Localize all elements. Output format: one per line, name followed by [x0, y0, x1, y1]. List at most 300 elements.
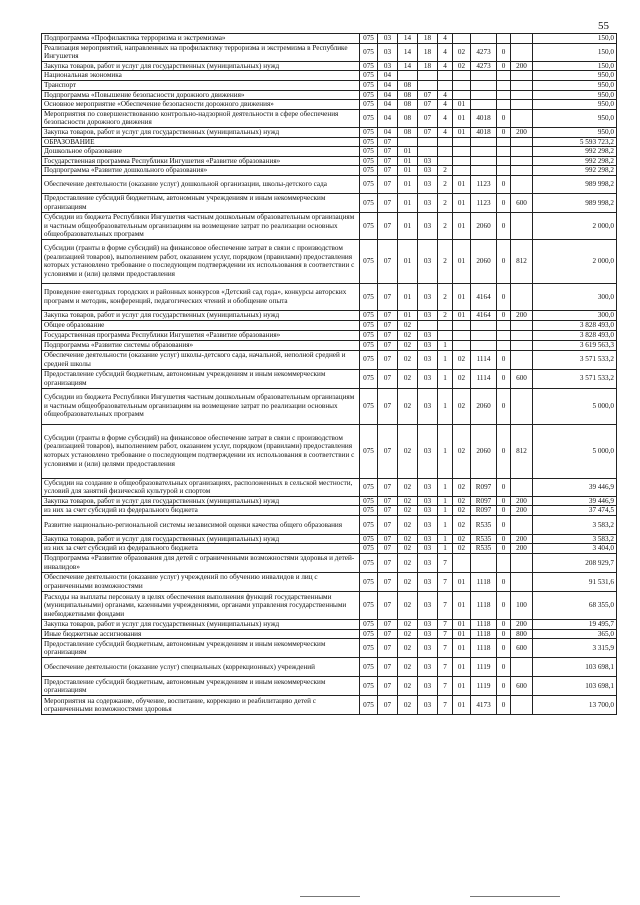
code-cell: 07	[378, 330, 398, 340]
code-cell: 01	[398, 147, 418, 157]
amount-cell: 19 495,7	[533, 620, 617, 630]
code-cell: 075	[360, 544, 378, 554]
code-cell: 01	[453, 175, 471, 193]
code-cell: 03	[418, 340, 438, 350]
code-cell: 2	[438, 166, 453, 176]
code-cell	[438, 156, 453, 166]
code-cell: 1118	[471, 639, 497, 658]
amount-cell: 2 000,0	[533, 212, 617, 239]
table-row	[42, 388, 617, 424]
code-cell	[471, 340, 497, 350]
code-cell	[511, 573, 533, 592]
code-cell	[471, 71, 497, 81]
code-cell: 07	[378, 212, 398, 239]
code-cell	[511, 658, 533, 677]
code-cell	[511, 80, 533, 90]
code-cell: 02	[398, 554, 418, 573]
code-cell: 0	[497, 515, 511, 534]
code-cell: 0	[497, 478, 511, 496]
code-cell: 02	[398, 388, 418, 424]
amount-cell: 150,0	[533, 43, 617, 61]
code-cell: 812	[511, 424, 533, 478]
amount-cell: 39 446,9	[533, 478, 617, 496]
code-cell: 03	[378, 43, 398, 61]
code-cell: 1	[438, 340, 453, 350]
code-cell: 07	[378, 340, 398, 350]
code-cell: R535	[471, 515, 497, 534]
code-cell	[398, 137, 418, 147]
code-cell: R097	[471, 506, 497, 516]
code-cell: 1	[438, 369, 453, 388]
code-cell	[497, 554, 511, 573]
row-name: Иные бюджетные ассигнования	[42, 629, 360, 639]
row-name: Субсидии на создание в общеобразовательных организациях, расположенных в сельской местности, условий для занятий физической культурой и спортом	[42, 478, 360, 496]
code-cell: 600	[511, 193, 533, 212]
table-row	[42, 239, 617, 283]
code-cell	[511, 350, 533, 369]
code-cell: 7	[438, 573, 453, 592]
code-cell: 0	[497, 506, 511, 516]
code-cell: 02	[398, 478, 418, 496]
code-cell: 07	[378, 369, 398, 388]
code-cell: 03	[418, 239, 438, 283]
code-cell: 07	[378, 350, 398, 369]
code-cell: 02	[398, 658, 418, 677]
code-cell	[511, 43, 533, 61]
table-row	[42, 629, 617, 639]
code-cell: 02	[453, 61, 471, 71]
amount-cell: 3 571 533,2	[533, 350, 617, 369]
code-cell	[453, 71, 471, 81]
table-row	[42, 534, 617, 544]
code-cell: 075	[360, 496, 378, 506]
code-cell: 03	[418, 193, 438, 212]
code-cell	[511, 166, 533, 176]
code-cell	[511, 147, 533, 157]
code-cell	[497, 71, 511, 81]
code-cell: 07	[418, 100, 438, 110]
code-cell	[511, 109, 533, 127]
code-cell: 0	[497, 639, 511, 658]
code-cell: 02	[398, 534, 418, 544]
code-cell: 075	[360, 34, 378, 44]
code-cell: 04	[378, 80, 398, 90]
code-cell: 075	[360, 369, 378, 388]
code-cell	[497, 90, 511, 100]
code-cell	[471, 330, 497, 340]
code-cell	[453, 166, 471, 176]
code-cell: 07	[378, 320, 398, 330]
table-row	[42, 573, 617, 592]
code-cell: 07	[378, 573, 398, 592]
code-cell: 7	[438, 592, 453, 620]
code-cell: 02	[453, 496, 471, 506]
code-cell: 04	[378, 109, 398, 127]
code-cell: 075	[360, 193, 378, 212]
table-row	[42, 592, 617, 620]
row-name: Закупка товаров, работ и услуг для государственных (муниципальных) нужд	[42, 61, 360, 71]
amount-cell: 3 583,2	[533, 515, 617, 534]
code-cell: 03	[418, 592, 438, 620]
code-cell: R097	[471, 496, 497, 506]
code-cell: 100	[511, 592, 533, 620]
code-cell	[453, 330, 471, 340]
code-cell: 0	[497, 193, 511, 212]
scan-artifact-line	[300, 896, 360, 897]
table-row	[42, 310, 617, 320]
code-cell	[398, 71, 418, 81]
row-name: Подпрограмма «Развитие системы образования»	[42, 340, 360, 350]
code-cell: 01	[453, 193, 471, 212]
code-cell: 0	[497, 424, 511, 478]
code-cell: 1119	[471, 658, 497, 677]
scan-artifact-line	[470, 896, 560, 897]
code-cell	[438, 71, 453, 81]
code-cell: 2	[438, 212, 453, 239]
code-cell: 03	[418, 369, 438, 388]
code-cell	[511, 696, 533, 715]
code-cell: 2060	[471, 388, 497, 424]
code-cell: 7	[438, 658, 453, 677]
code-cell: 2	[438, 193, 453, 212]
code-cell: 07	[378, 620, 398, 630]
code-cell	[497, 137, 511, 147]
code-cell: 075	[360, 156, 378, 166]
code-cell: 02	[398, 677, 418, 696]
code-cell: 1	[438, 496, 453, 506]
code-cell: 07	[378, 137, 398, 147]
code-cell: 075	[360, 147, 378, 157]
code-cell: 01	[453, 239, 471, 283]
code-cell: 03	[378, 34, 398, 44]
code-cell: 0	[497, 239, 511, 283]
amount-cell: 989 998,2	[533, 193, 617, 212]
code-cell: 01	[398, 310, 418, 320]
code-cell: 075	[360, 71, 378, 81]
amount-cell: 365,0	[533, 629, 617, 639]
code-cell: 200	[511, 496, 533, 506]
code-cell: 07	[378, 658, 398, 677]
code-cell: 1	[438, 424, 453, 478]
code-cell: 02	[398, 573, 418, 592]
code-cell: 03	[418, 175, 438, 193]
table-row	[42, 80, 617, 90]
row-name: Предоставление субсидий бюджетным, автономным учреждениям и иным некоммерческим организациям	[42, 677, 360, 696]
row-name: Закупка товаров, работ и услуг для государственных (муниципальных) нужд	[42, 310, 360, 320]
code-cell: 02	[398, 620, 418, 630]
code-cell: 08	[398, 90, 418, 100]
amount-cell: 950,0	[533, 71, 617, 81]
code-cell: 0	[497, 677, 511, 696]
code-cell	[511, 156, 533, 166]
code-cell: 01	[453, 629, 471, 639]
amount-cell: 950,0	[533, 109, 617, 127]
code-cell: 07	[378, 534, 398, 544]
code-cell: 075	[360, 350, 378, 369]
code-cell: 07	[378, 515, 398, 534]
code-cell	[418, 137, 438, 147]
table-row	[42, 147, 617, 157]
table-row	[42, 515, 617, 534]
code-cell: 07	[378, 388, 398, 424]
amount-cell: 950,0	[533, 90, 617, 100]
amount-cell: 3 828 493,0	[533, 330, 617, 340]
code-cell: 075	[360, 506, 378, 516]
code-cell: 03	[418, 330, 438, 340]
code-cell: 075	[360, 424, 378, 478]
amount-cell: 989 998,2	[533, 175, 617, 193]
code-cell: 0	[497, 61, 511, 71]
code-cell	[511, 100, 533, 110]
table-row	[42, 34, 617, 44]
code-cell: 03	[418, 515, 438, 534]
code-cell: 07	[418, 109, 438, 127]
code-cell: 4	[438, 34, 453, 44]
code-cell: 075	[360, 677, 378, 696]
code-cell: 02	[453, 478, 471, 496]
code-cell: 075	[360, 100, 378, 110]
code-cell: 1	[438, 350, 453, 369]
table-row	[42, 109, 617, 127]
code-cell: 08	[398, 80, 418, 90]
code-cell: 02	[398, 320, 418, 330]
code-cell: 7	[438, 677, 453, 696]
code-cell: 01	[398, 193, 418, 212]
row-name: Транспорт	[42, 80, 360, 90]
table-row	[42, 350, 617, 369]
code-cell: 075	[360, 166, 378, 176]
row-name: Подпрограмма «Повышение безопасности дорожного движения»	[42, 90, 360, 100]
code-cell: 02	[453, 369, 471, 388]
row-name: из них за счет субсидий из федерального бюджета	[42, 506, 360, 516]
table-row	[42, 639, 617, 658]
code-cell: 075	[360, 478, 378, 496]
code-cell	[453, 80, 471, 90]
code-cell: 07	[378, 283, 398, 310]
code-cell: 075	[360, 283, 378, 310]
code-cell: 07	[378, 629, 398, 639]
code-cell: 1	[438, 544, 453, 554]
code-cell: 075	[360, 573, 378, 592]
amount-cell: 13 700,0	[533, 696, 617, 715]
code-cell: 075	[360, 212, 378, 239]
row-name: Государственная программа Республики Ингушетия «Развитие образования»	[42, 330, 360, 340]
code-cell	[511, 212, 533, 239]
code-cell: 075	[360, 639, 378, 658]
code-cell: 075	[360, 137, 378, 147]
code-cell: 02	[453, 350, 471, 369]
code-cell: 4018	[471, 109, 497, 127]
code-cell: 01	[398, 156, 418, 166]
code-cell: 0	[497, 175, 511, 193]
table-row	[42, 137, 617, 147]
amount-cell: 5 000,0	[533, 388, 617, 424]
code-cell: 075	[360, 239, 378, 283]
table-row	[42, 212, 617, 239]
code-cell: 1118	[471, 592, 497, 620]
code-cell: 07	[418, 90, 438, 100]
code-cell: 07	[378, 592, 398, 620]
amount-cell: 2 000,0	[533, 239, 617, 283]
code-cell	[511, 388, 533, 424]
code-cell	[471, 90, 497, 100]
code-cell: 0	[497, 696, 511, 715]
row-name: Подпрограмма «Развитие образования для детей с ограниченными возможностями здоровья и детей-инвалидов»	[42, 554, 360, 573]
code-cell: 02	[398, 340, 418, 350]
code-cell	[453, 320, 471, 330]
code-cell: 1118	[471, 620, 497, 630]
code-cell: 18	[418, 43, 438, 61]
code-cell: 200	[511, 506, 533, 516]
amount-cell: 950,0	[533, 100, 617, 110]
code-cell: 7	[438, 639, 453, 658]
code-cell	[497, 147, 511, 157]
code-cell: 01	[453, 639, 471, 658]
code-cell	[453, 137, 471, 147]
code-cell: 07	[378, 156, 398, 166]
code-cell: 01	[453, 100, 471, 110]
table-row	[42, 156, 617, 166]
table-row	[42, 496, 617, 506]
code-cell: 200	[511, 127, 533, 137]
amount-cell: 68 355,0	[533, 592, 617, 620]
row-name: Субсидии из бюджета Республики Ингушетия частным дошкольным образовательным организациям и частным общеобразовательным организациям на возмещение затрат по реализации основных общеобразовательных программ	[42, 212, 360, 239]
row-name: Субсидии (гранты в форме субсидий) на финансовое обеспечение затрат в связи с производством (реализацией товаров), выполнением работ, оказанием услуг, порядком (правилами) предоставления которых установлено требование о последующем подтверждении их использования в соответствии с условиями и (или) целями предоставления	[42, 239, 360, 283]
code-cell: 1123	[471, 193, 497, 212]
code-cell: 18	[418, 61, 438, 71]
code-cell: 03	[418, 156, 438, 166]
code-cell: 0	[497, 658, 511, 677]
table-row	[42, 61, 617, 71]
code-cell: 075	[360, 629, 378, 639]
code-cell: 07	[378, 175, 398, 193]
row-name: Обеспечение деятельности (оказание услуг) дошкольной организации, школы-детского сада	[42, 175, 360, 193]
row-name: ОБРАЗОВАНИЕ	[42, 137, 360, 147]
code-cell: 01	[398, 175, 418, 193]
code-cell: 600	[511, 639, 533, 658]
code-cell: 4	[438, 109, 453, 127]
code-cell	[453, 34, 471, 44]
amount-cell: 91 531,6	[533, 573, 617, 592]
code-cell: 02	[398, 544, 418, 554]
amount-cell: 150,0	[533, 61, 617, 71]
code-cell: 07	[378, 677, 398, 696]
code-cell	[438, 80, 453, 90]
table-row	[42, 340, 617, 350]
code-cell: 02	[398, 592, 418, 620]
code-cell	[511, 515, 533, 534]
code-cell: 02	[453, 424, 471, 478]
code-cell: 02	[398, 629, 418, 639]
code-cell	[511, 137, 533, 147]
row-name: Реализация мероприятий, направленных на профилактику терроризма и экстремизма в Республике Ингушетия	[42, 43, 360, 61]
code-cell: 2	[438, 310, 453, 320]
table-row	[42, 330, 617, 340]
code-cell: 1118	[471, 573, 497, 592]
amount-cell: 3 404,0	[533, 544, 617, 554]
code-cell: 7	[438, 554, 453, 573]
amount-cell: 992 298,2	[533, 147, 617, 157]
row-name: Субсидии (гранты в форме субсидий) на финансовое обеспечение затрат в связи с производством (реализацией товаров), выполнением работ, оказанием услуг, порядком (правилами) предоставления которых установлено требование о последующем подтверждении их использования в соответствии с условиями и (или) целями предоставления	[42, 424, 360, 478]
row-name: Обеспечение деятельности (оказание услуг) учреждений по обучению инвалидов и лиц с ограниченными возможностями	[42, 573, 360, 592]
code-cell: 1	[438, 515, 453, 534]
code-cell: 08	[398, 100, 418, 110]
row-name: Основное мероприятие «Обеспечение безопасности дорожного движения»	[42, 100, 360, 110]
code-cell: 01	[453, 573, 471, 592]
code-cell: 800	[511, 629, 533, 639]
code-cell: 03	[418, 573, 438, 592]
code-cell: 075	[360, 127, 378, 137]
code-cell: 07	[378, 239, 398, 283]
code-cell: R097	[471, 478, 497, 496]
row-name: Государственная программа Республики Ингушетия «Развитие образования»	[42, 156, 360, 166]
code-cell: 02	[453, 515, 471, 534]
code-cell: 14	[398, 34, 418, 44]
code-cell: 04	[378, 90, 398, 100]
code-cell: 03	[418, 639, 438, 658]
table-row	[42, 320, 617, 330]
code-cell: 4273	[471, 43, 497, 61]
code-cell: 2	[438, 283, 453, 310]
amount-cell: 37 474,5	[533, 506, 617, 516]
code-cell: 02	[398, 696, 418, 715]
code-cell: 2060	[471, 424, 497, 478]
code-cell: 01	[398, 283, 418, 310]
code-cell: 0	[497, 212, 511, 239]
code-cell: 02	[398, 496, 418, 506]
code-cell	[511, 34, 533, 44]
code-cell: 08	[398, 127, 418, 137]
code-cell: 2060	[471, 212, 497, 239]
code-cell: 07	[378, 496, 398, 506]
code-cell: 01	[453, 109, 471, 127]
amount-cell: 3 315,9	[533, 639, 617, 658]
code-cell: 4018	[471, 127, 497, 137]
code-cell: 02	[398, 330, 418, 340]
code-cell: 07	[378, 424, 398, 478]
code-cell: 0	[497, 283, 511, 310]
code-cell: 075	[360, 388, 378, 424]
code-cell: 02	[453, 388, 471, 424]
table-row	[42, 127, 617, 137]
amount-cell: 39 446,9	[533, 496, 617, 506]
code-cell	[453, 147, 471, 157]
row-name: Подпрограмма «Развитие дошкольного образования»	[42, 166, 360, 176]
row-name: Предоставление субсидий бюджетным, автономным учреждениям и иным некоммерческим организациям	[42, 369, 360, 388]
code-cell: 7	[438, 696, 453, 715]
row-name: Обеспечение деятельности (оказание услуг) специальных (коррекционных) учреждений	[42, 658, 360, 677]
code-cell: 0	[497, 127, 511, 137]
code-cell: 200	[511, 534, 533, 544]
code-cell: 075	[360, 175, 378, 193]
code-cell: 01	[453, 127, 471, 137]
code-cell: 0	[497, 109, 511, 127]
row-name: Мероприятия на содержание, обучение, воспитание, коррекцию и реабилитацию детей с ограниченными возможностями здоровья	[42, 696, 360, 715]
code-cell: 07	[378, 554, 398, 573]
table-row	[42, 71, 617, 81]
code-cell: 02	[453, 43, 471, 61]
code-cell: 1	[438, 534, 453, 544]
code-cell: 07	[378, 639, 398, 658]
table-row	[42, 175, 617, 193]
code-cell	[471, 137, 497, 147]
amount-cell: 3 571 533,2	[533, 369, 617, 388]
code-cell: 03	[418, 534, 438, 544]
code-cell: 075	[360, 534, 378, 544]
code-cell: 075	[360, 320, 378, 330]
code-cell: 4	[438, 127, 453, 137]
code-cell: 02	[453, 506, 471, 516]
